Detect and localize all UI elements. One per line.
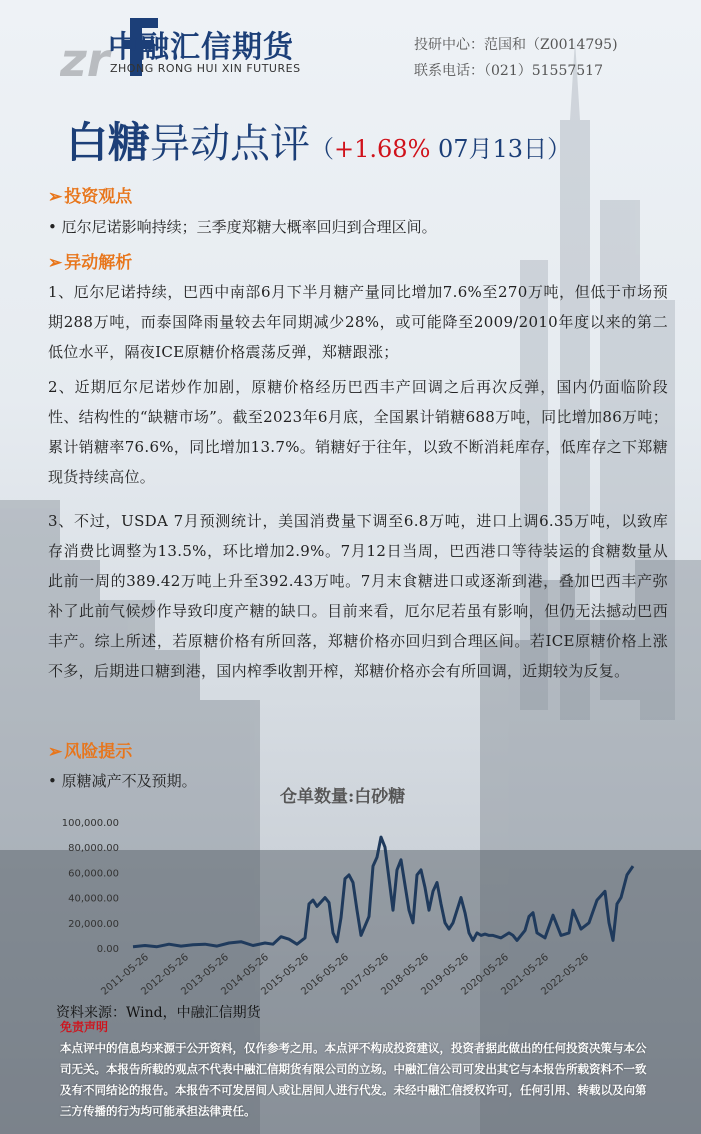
chart-title: 仓单数量:白砂糖 [280,787,406,807]
x-tick-label: 2012-05-26 [139,951,191,998]
arrow-icon: ➢ [48,742,63,762]
y-tick-label: 40,000.00 [68,893,119,905]
view-bullet: • 厄尔尼诺影响持续；三季度郑糖大概率回归到合理区间。 [48,218,437,236]
logo-chinese-name: 中融汇信期货 [108,30,294,65]
analysis-paragraph-1: 1、厄尔尼诺持续，巴西中南部6月下半月糖产量同比增加7.6%至270万吨，但低于市场预期288万吨，而泰国降雨量较去年同期减少28%，或可能降至2009/2010年度以来的第二低位水平，隔夜ICE原糖价格震荡反弹，郑糖跟涨； [48,283,668,361]
section-analysis [48,248,132,273]
analyst-line: 投研中心：范国和（Z0014795) [414,37,618,53]
disclaimer-text: 本点评中的信息均来源于公开资料，仅作参考之用。本点评不构成投资建议，投资者据此做出的任何投资决策与本公司无关。本报告所载的观点不代表中融汇信期货有限公司的立场。中融汇信公司可发出其它与本报告所载资料不一致及有不同结论的报告。本报告不可发居间人或让居间人进行代发。未经中融汇信授权许可，任何引用、转载以及向第三方传播的行为均可能承担法律责任。 [60,1041,647,1118]
title-paren-open: （ [310,135,335,163]
x-tick-label: 2017-05-26 [339,951,391,998]
svg-text:zr: zr [60,33,110,84]
y-tick-label: 60,000.00 [68,868,119,880]
x-tick-label: 2021-05-26 [499,951,551,998]
x-tick-label: 2018-05-26 [379,951,431,998]
report-date: 07月13日） [430,135,572,163]
disclaimer-title: 免责声明 [60,1020,109,1034]
x-tick-label: 2020-05-26 [459,951,511,998]
x-tick-label: 2014-05-26 [219,951,271,998]
contact-info [414,32,618,84]
risk-bullet: • 原糖减产不及预期。 [48,772,197,790]
warehouse-receipts-chart [48,810,648,1005]
section-title: 风险提示 [64,742,133,762]
title-commodity: 白糖 [66,118,151,167]
y-tick-label: 80,000.00 [68,843,119,855]
section-title: 投资观点 [64,187,133,207]
section-investment-view [48,182,132,207]
section-risk [48,737,132,762]
x-tick-label: 2019-05-26 [419,951,471,998]
data-source: 资料来源：Wind，中融汇信期货 [56,1005,261,1021]
price-change: +1.68% [334,135,431,163]
view-text: 厄尔尼诺影响持续；三季度郑糖大概率回归到合理区间。 [61,218,437,236]
analysis-paragraph-3: 3、不过，USDA 7月预测统计，美国消费量下调至6.8万吨，进口上调6.35万吨，以致库存消费比调整为13.5%，环比增加2.9%。7月12日当周，巴西港口等待装运的食糖数量从此前一周的389.42万吨上升至392.43万吨。7月末食糖进口或逐渐到港，叠加巴西丰产弥补了此前气候炒作导致印度产糖的缺口。目前来看，厄尔尼若虽有影响，但仍无法撼动巴西丰产。综上所述，若原糖价格有所回落，郑糖价格亦回归到合理区间。若ICE原糖价格上涨不多，后期进口糖到港，国内榨季收割开榨，郑糖价格亦会有所回调，近期较为反复。 [48,512,668,680]
y-tick-label: 100,000.00 [61,818,119,829]
phone-line: 联系电话：（021）51557517 [414,63,603,79]
x-tick-label: 2022-05-26 [539,951,591,998]
risk-text: 原糖减产不及预期。 [61,772,197,790]
report-title [66,110,571,170]
logo-english-name: ZHONG RONG HUI XIN FUTURES [110,62,301,75]
analysis-paragraph-2: 2、近期厄尔尼诺炒作加剧，原糖价格经历巴西丰产回调之后再次反弹，国内仍面临阶段性、结构性的“缺糖市场”。截至2023年6月底，全国累计销糖688万吨，同比增加86万吨；累计销糖率76.6%，同比增加13.7%。销糖好于往年，以致不断消耗库存，低库存之下郑糖现货持续高位。 [48,378,668,486]
series-line [133,837,633,947]
x-tick-label: 2015-05-26 [259,951,311,998]
arrow-icon: ➢ [48,253,63,273]
arrow-icon: ➢ [48,187,63,207]
title-type: 异动点评 [150,121,311,167]
section-title: 异动解析 [64,253,133,273]
x-tick-label: 2013-05-26 [179,951,231,998]
x-tick-label: 2011-05-26 [99,951,151,998]
y-tick-label: 20,000.00 [68,918,119,930]
y-tick-label: 0.00 [96,944,119,955]
x-tick-label: 2016-05-26 [299,951,351,998]
